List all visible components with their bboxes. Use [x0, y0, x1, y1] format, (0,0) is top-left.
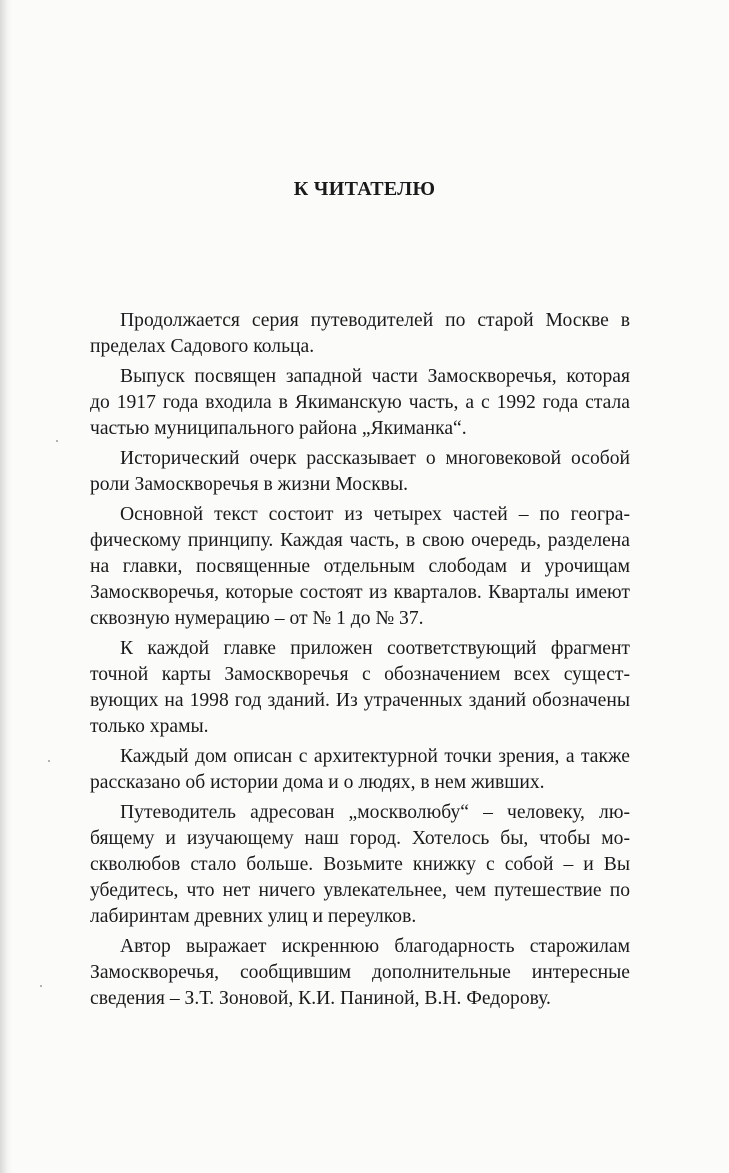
paragraph: Каждый дом описан с архитектурной точки зрения, а также рассказано об истории дома и о людях, в нем живших. — [90, 746, 630, 793]
paragraph: Основной текст состоит из четырех частей – по географическому принципу. Каждая часть, в свою очередь, разделена на главки, посвященные отдельным слободам и урочищам Замоскворечья, которые состоят из кварталов. Кварталы имеют сквозную нумерацию – от № 1 до № 37. — [90, 504, 630, 629]
page-edge-shadow — [0, 0, 12, 1173]
paragraph: Выпуск посвящен западной части Замоскворечья, которая до 1917 года входила в Якиманскую часть, а с 1992 года стала частью муниципального района „Якиманка“. — [90, 366, 630, 439]
body-text — [90, 308, 630, 1016]
paragraph: Автор выражает искреннюю благодарность старожилам Замоскворечья, сообщившим дополнительные интересные сведения – З.Т. Зоновой, К.И. Паниной, В.Н. Федорову. — [90, 936, 630, 1009]
paragraph: Путеводитель адресован „москволюбу“ – человеку, любящему и изучающему наш город. Хотелось бы, чтобы москволюбов стало больше. Возьмите книжку с собой – и Вы убедитесь, что нет ничего увлекательнее, чем путешествие по лабиринтам древних улиц и переулков. — [90, 802, 630, 927]
paragraph: Исторический очерк рассказывает о многовековой особой роли Замоскворечья в жизни Москвы. — [90, 448, 630, 495]
paper-speck — [40, 985, 42, 987]
paragraph: К каждой главке приложен соответствующий фрагмент точной карты Замоскворечья с обозначением всех существующих на 1998 год зданий. Из утраченных зданий обозначены только храмы. — [90, 638, 630, 737]
paper-speck — [56, 440, 58, 442]
page-title: К ЧИТАТЕЛЮ — [293, 178, 436, 200]
paper-speck — [48, 760, 50, 762]
paragraph: Продолжается серия путеводителей по старой Москве в пределах Садового кольца. — [90, 310, 630, 357]
